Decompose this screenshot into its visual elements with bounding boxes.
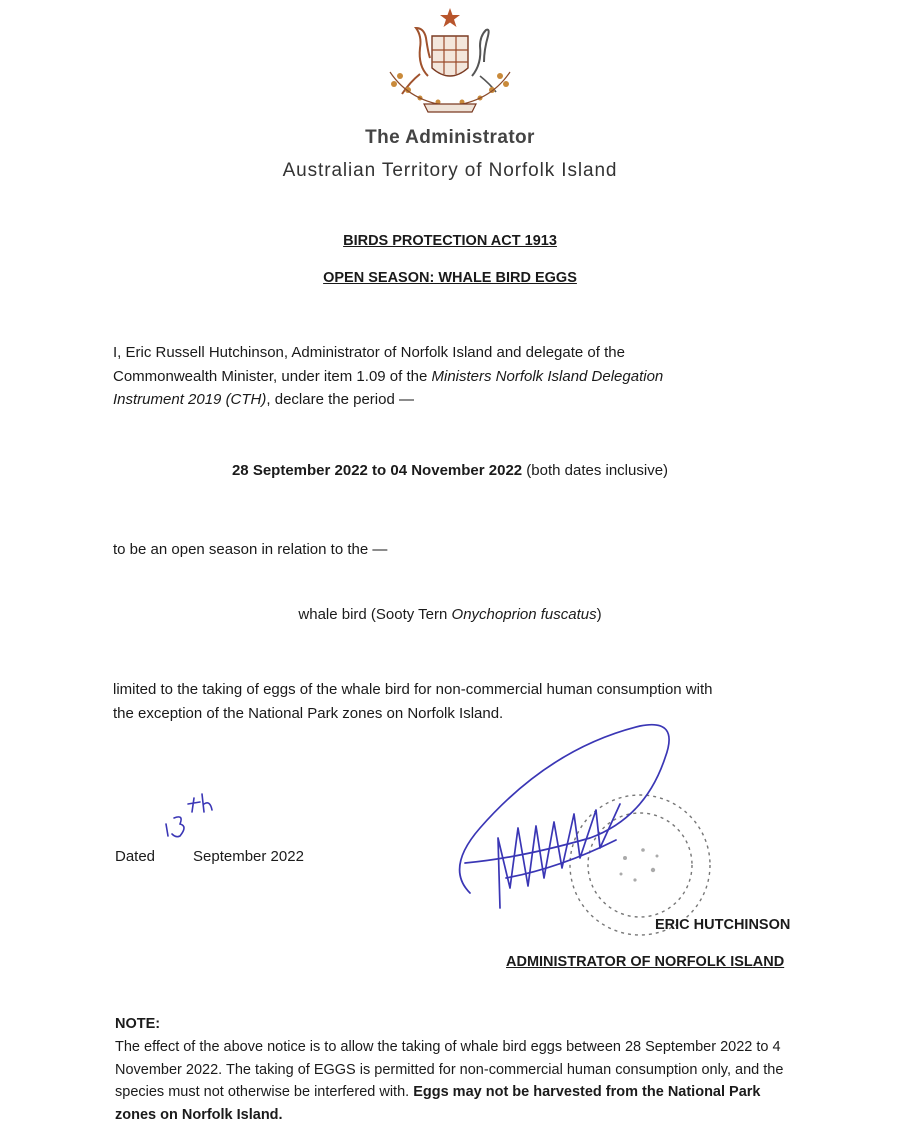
territory-heading: Australian Territory of Norfolk Island [282, 160, 618, 181]
instrument-name-part2: Instrument 2019 (CTH) [113, 391, 267, 408]
notice-subject-title: OPEN SEASON: WHALE BIRD EGGS [323, 270, 577, 286]
species-line [0, 606, 900, 623]
instrument-name-part1: Ministers Norfolk Island Delegation [431, 367, 664, 385]
relation-line: to be an open season in relation to the — [113, 541, 388, 558]
limitation-line2: the exception of the National Park zones on Norfolk Island. [113, 704, 504, 722]
note-body-emphasis: Eggs may not be harvested from the National Park zones on Norfolk Island. [115, 1084, 761, 1123]
note-heading: NOTE: [115, 1016, 161, 1032]
declaration-line2: Commonwealth Minister, under item 1.09 of the [113, 367, 432, 385]
handwritten-signature [440, 718, 680, 918]
declaration-line3-tail: , declare the period — [266, 391, 414, 408]
dated-month-year: September 2022 [193, 848, 304, 865]
signer-name: ERIC HUTCHINSON [655, 917, 791, 933]
dated-label: Dated [115, 848, 156, 865]
species-common-name: whale bird (Sooty Tern [298, 606, 452, 623]
note-body [115, 1036, 805, 1126]
office-heading: The Administrator [365, 127, 535, 148]
open-season-period [0, 462, 900, 479]
declaration-line1: I, Eric Russell Hutchinson, Administrator of Norfolk Island and delegate of the [113, 344, 625, 361]
handwritten-day [158, 784, 238, 844]
species-scientific-name: Onychoprion fuscatus [451, 606, 597, 623]
limitation-line1: limited to the taking of eggs of the whale bird for non-commercial human consumption with [113, 681, 713, 698]
species-close-paren: ) [596, 606, 602, 623]
declaration-paragraph [113, 341, 813, 412]
period-dates: 28 September 2022 to 04 November 2022 [231, 462, 523, 479]
note-body-plain: The effect of the above notice is to allow the taking of whale bird eggs between 28 September 2022 to 4 November 2022. The taking of EGGS is permitted for non-commercial human consumption only, and the species must not otherwise be interfered with. [115, 1039, 784, 1100]
period-qualifier: (both dates inclusive) [522, 462, 669, 479]
coat-of-arms-emblem [380, 6, 520, 114]
act-title: BIRDS PROTECTION ACT 1913 [343, 233, 557, 249]
signer-title: ADMINISTRATOR OF NORFOLK ISLAND [506, 954, 785, 970]
